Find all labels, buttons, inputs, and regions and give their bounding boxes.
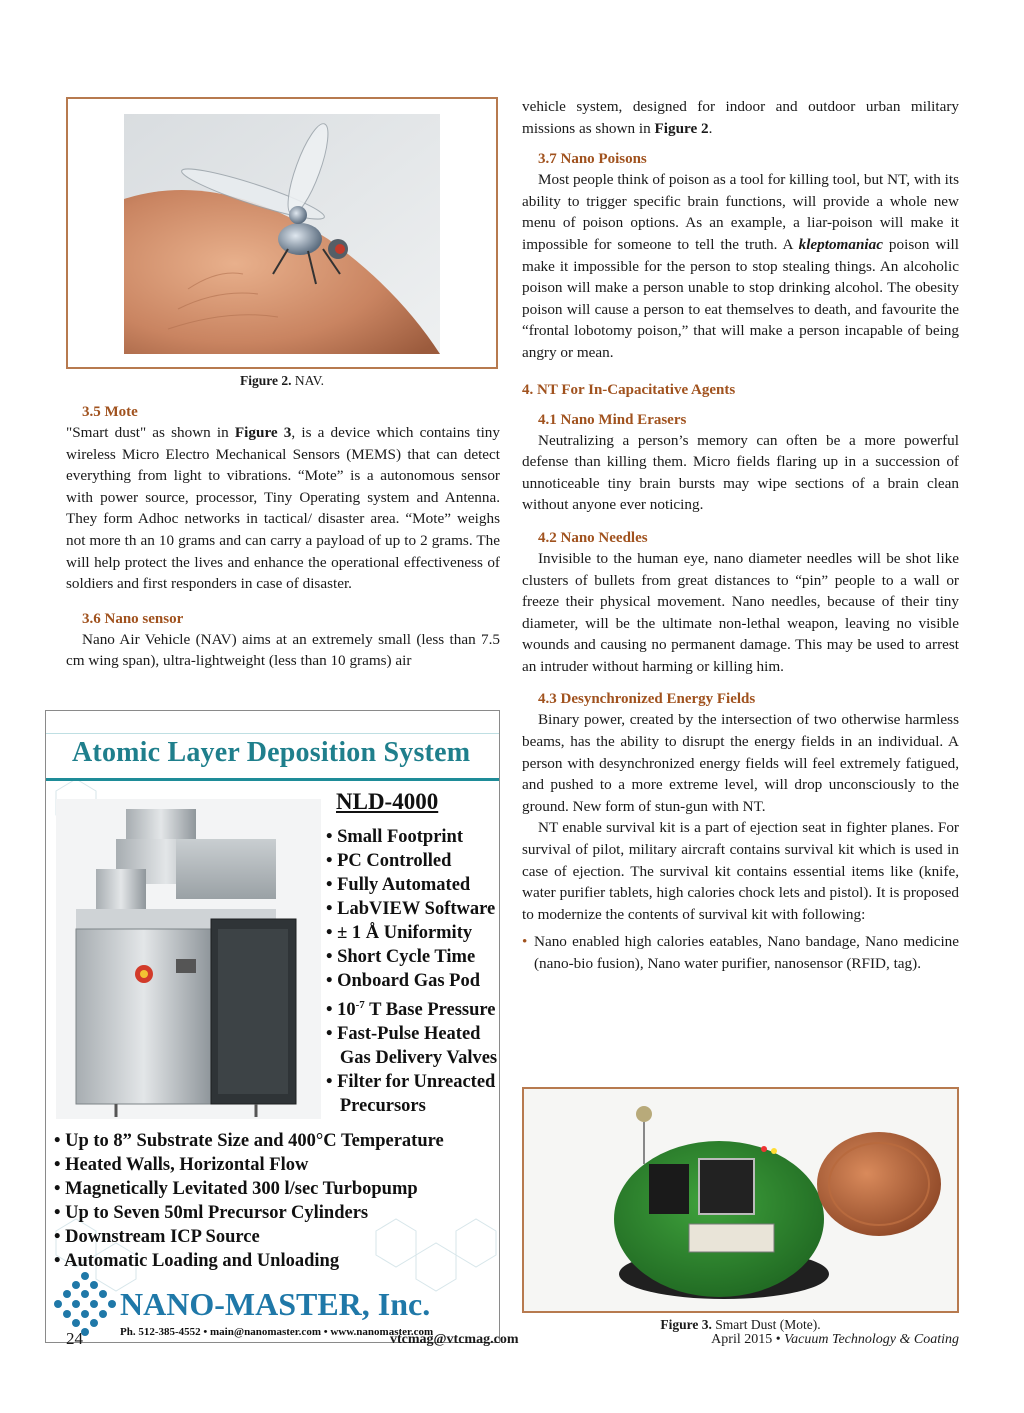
ad-spec-list (54, 1129, 494, 1273)
nanomaster-logo-icon (52, 1271, 118, 1337)
journal-name: Vacuum Technology & Coating (784, 1332, 959, 1347)
figure-3-label: Figure 3. (660, 1317, 712, 1332)
figure-3-frame (522, 1087, 959, 1313)
nano-needles-paragraph: Invisible to the human eye, nano diameter needles will be shot like clusters of bullets from great distances to “pin” people to a wall or freeze their physical movement. Nano needles, because of their tiny diameter, will be the ultimate non-lethal weapon, leaving no visible wounds and causing no permanent damage. This may be used to arrest an intruder without harming or killing him. (522, 549, 959, 675)
left-column (66, 402, 500, 672)
nano-poisons-paragraph: Most people think of poison as a tool for killing tool, but NT, with its ability to trigger specific brain functions, will provide a whole new menu of poison options. As an example, a liar-poison will make it impossible for someone to tell the truth. A kleptomaniac poison will make it impossible for the person to stop stealing things. An alcoholic poison will make a person unable to stop drinking alcohol. The obesity poison will cause a person to eat themselves to death, and favourite the “frontal lobotomy poison,” that will make a person incapable of being angry or mean. (522, 171, 959, 361)
bullet-icon: • (522, 933, 528, 951)
figure-3-caption (522, 1317, 959, 1333)
section-heading-4: 4. NT For In-Capacitative Agents (522, 381, 736, 398)
figure-2-frame (66, 97, 498, 369)
footer-issue: April 2015 • Vacuum Technology & Coating (711, 1332, 959, 1347)
ad-feature-list (326, 825, 496, 1118)
ad-feature: • Short Cycle Time (326, 947, 476, 967)
survival-kit-list (522, 931, 959, 974)
footer-email[interactable]: vtcmag@vtcmag.com (390, 1332, 519, 1347)
ad-model-name: NLD-4000 (336, 789, 439, 814)
ad-spec: • Magnetically Levitated 300 l/sec Turbopump (54, 1179, 418, 1199)
ad-spec: • Heated Walls, Horizontal Flow (54, 1155, 309, 1175)
ad-feature: • Filter for Unreacted (326, 1072, 496, 1093)
ad-company-name: NANO-MASTER, Inc. (120, 1286, 431, 1322)
continued-paragraph: vehicle system, designed for indoor and outdoor urban military missions as shown in Figure 2. (522, 98, 959, 137)
figure-3-text: Smart Dust (Mote). (711, 1317, 821, 1332)
ad-feature: • Onboard Gas Pod (326, 971, 480, 991)
ad-feature: • PC Controlled (326, 851, 452, 871)
list-item: • Nano enabled high calories eatables, Nano bandage, Nano medicine (nano-bio fusion), Nano water purifier, nanosensor (RFID, tag). (522, 933, 959, 972)
section-heading-mind-erasers: 4.1 Nano Mind Erasers (538, 411, 687, 428)
ad-feature: • LabVIEW Software (326, 899, 496, 919)
ad-spec: • Downstream ICP Source (54, 1227, 260, 1247)
ald-machine-photo (56, 799, 321, 1119)
advertisement[interactable] (45, 710, 500, 1343)
section-heading-mote: 3.5 Mote (82, 404, 138, 420)
smart-dust-mote-photo (524, 1089, 957, 1311)
ad-feature: • Small Footprint (326, 827, 464, 847)
ad-spec: • Automatic Loading and Unloading (54, 1251, 340, 1271)
ad-title: Atomic Layer Deposition System (72, 737, 471, 768)
page-number: 24 (66, 1329, 83, 1348)
ad-contact-line[interactable]: Ph. 512-385-4552 • main@nanomaster.com • www.nanomaster.com (120, 1326, 434, 1338)
nav-drone-photo (68, 99, 496, 367)
mote-paragraph: "Smart dust" as shown in Figure 3, is a device which contains tiny wireless Micro Electro Mechanical Sensors (MEMS) that can detect everything from light to vibrations. “Mote” is a autonomous sensor with power source, processor, Tiny Operating system and Antenna. They form Adhoc networks in tactical/ disaster area. “Mote” weighs not more th an 10 grams and can carry a payload of up to 2 grams. The will help protect the lives and enhance the operational effectiveness of soldiers and first responders in case of disaster. (66, 424, 500, 593)
right-column (522, 96, 959, 975)
energy-fields-paragraph: Binary power, created by the intersection of two otherwise harmless beams, has the ability to disrupt the energy fields in an individual. A person with desynchronized energy fields will feel extremely fatigued, and pushed to a more extreme level, will drop unconsciously to the ground. New form of stun-gun with NT. (522, 711, 959, 815)
nano-sensor-paragraph: Nano Air Vehicle (NAV) aims at an extremely small (less than 7.5 cm wing span), ultra-lightweight (less than 10 grams) air (66, 630, 500, 670)
section-heading-energy-fields: 4.3 Desynchronized Energy Fields (538, 691, 756, 708)
survival-kit-paragraph: NT enable survival kit is a part of ejection seat in fighter planes. For survival of pilot, military aircraft contains survival kit which is used in case of ejection. The survival kit contains essential items like (knife, water purifier tablets, high calories chock lets and pistol). It is proposed to modernize the contents of survival kit with following: (522, 819, 959, 923)
ad-feature: Gas Delivery Valves (326, 1048, 498, 1069)
figure-3-reference[interactable]: Figure 3 (234, 424, 292, 441)
ad-feature: Precursors (326, 1096, 426, 1117)
ad-feature: • ± 1 Å Uniformity (326, 923, 473, 943)
figure-2-reference[interactable]: Figure 2 (654, 119, 709, 137)
ad-spec: • Up to Seven 50ml Precursor Cylinders (54, 1203, 369, 1223)
ad-feature: • Fully Automated (326, 875, 471, 895)
figure-2-text: NAV. (291, 373, 325, 388)
section-heading-nano-sensor: 3.6 Nano sensor (82, 610, 184, 627)
ad-feature-pressure: • $10^{-7}$ T Base Pressure (326, 999, 496, 1021)
section-heading-nano-needles: 4.2 Nano Needles (538, 529, 648, 546)
mind-erasers-paragraph: Neutralizing a person’s memory can often be a more powerful defense than killing them. Micro fields flaring up in a succession of unnoticeable tiny brain bursts may wipe sections of a brain clean without anyone ever noticing. (522, 431, 959, 514)
ad-feature: • Fast-Pulse Heated (326, 1024, 481, 1045)
ad-spec: • Up to 8” Substrate Size and 400°C Temperature (54, 1131, 444, 1151)
figure-2-caption (66, 373, 498, 389)
figure-2-label: Figure 2. (239, 373, 292, 388)
section-heading-nano-poisons: 3.7 Nano Poisons (538, 151, 647, 168)
